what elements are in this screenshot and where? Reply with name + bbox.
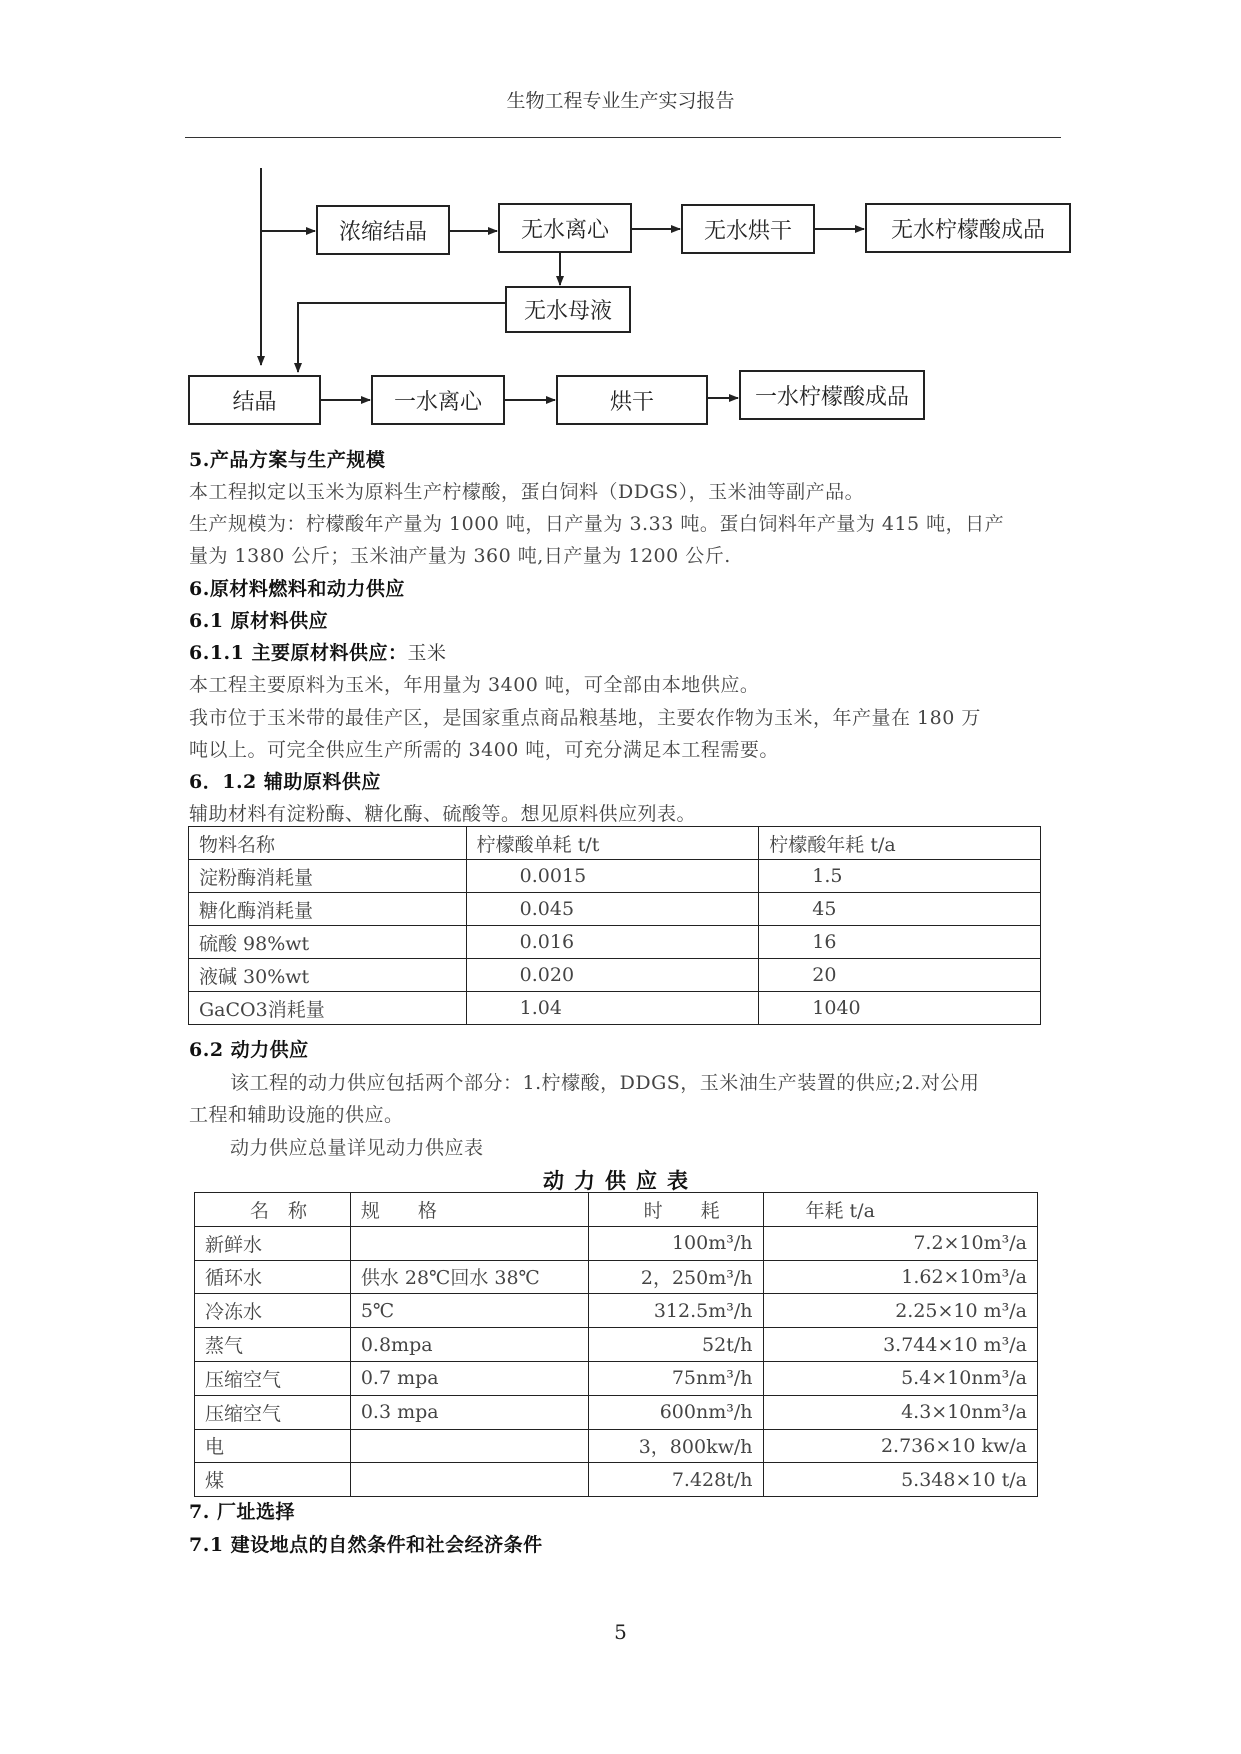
section-5-paragraph-1: 本工程拟定以玉米为原料生产柠檬酸，蛋白饲料（DDGS），玉米油等副产品。 — [189, 481, 865, 503]
table-cell: 2.736×10 kw/a — [763, 1429, 1038, 1463]
mother-liquor-return-line — [298, 303, 505, 372]
table-header-cell: 柠檬酸年耗 t/a — [759, 827, 1041, 860]
section-5-heading: 5.产品方案与生产规模 — [189, 449, 386, 471]
table-row — [189, 959, 1041, 992]
flow-box-concentrate: 浓缩结晶 — [316, 205, 450, 255]
table-cell: 蒸气 — [195, 1328, 351, 1362]
table-row — [189, 992, 1041, 1025]
table-cell: 0.8mpa — [350, 1328, 588, 1362]
section-6-2-paragraph-1b: 工程和辅助设施的供应。 — [189, 1104, 404, 1126]
table-cell: 100m³/h — [588, 1226, 763, 1260]
table-cell: 液碱 30%wt — [189, 959, 467, 992]
section-5-paragraph-2b: 量为 1380 公斤；玉米油产量为 360 吨,日产量为 1200 公斤. — [189, 545, 731, 567]
table-row — [195, 1328, 1038, 1362]
table-cell: 0.0015 — [466, 860, 759, 893]
table-row — [195, 1429, 1038, 1463]
table-cell: 1.62×10m³/a — [763, 1260, 1038, 1294]
table-cell: 45 — [759, 893, 1041, 926]
section-6-1-1-paragraph-2a: 我市位于玉米带的最佳产区，是国家重点商品粮基地，主要农作物为玉米，年产量在 180 万 — [189, 707, 981, 729]
table-cell: 冷冻水 — [195, 1294, 351, 1328]
flow-box-anhydrous-product: 无水柠檬酸成品 — [865, 203, 1071, 253]
flow-box-crystallize: 结晶 — [188, 375, 321, 425]
section-6-2-paragraph-1a: 该工程的动力供应包括两个部分：1.柠檬酸，DDGS，玉米油生产装置的供应;2.对公用 — [230, 1072, 980, 1094]
materials-table — [188, 826, 1041, 1025]
table-cell — [350, 1429, 588, 1463]
table-header-cell: 名 称 — [195, 1193, 351, 1227]
section-6-2-heading: 6.2 动力供应 — [189, 1039, 309, 1061]
table-cell: 1.5 — [759, 860, 1041, 893]
table-row — [189, 860, 1041, 893]
table-cell: 0.045 — [466, 893, 759, 926]
section-6-1-2-paragraph: 辅助材料有淀粉酶、糖化酶、硫酸等。想见原料供应列表。 — [189, 803, 697, 825]
table-row — [195, 1260, 1038, 1294]
table-cell: 1.04 — [466, 992, 759, 1025]
table-header-cell: 柠檬酸单耗 t/t — [466, 827, 759, 860]
flow-box-mono-product: 一水柠檬酸成品 — [739, 370, 925, 420]
table-cell: 0.7 mpa — [350, 1361, 588, 1395]
flow-box-anhydrous-mother-liquor: 无水母液 — [505, 286, 631, 333]
table-cell: 7.428t/h — [588, 1463, 763, 1497]
table-cell: 新鲜水 — [195, 1226, 351, 1260]
table-cell: 5.4×10nm³/a — [763, 1361, 1038, 1395]
table-header-cell: 物料名称 — [189, 827, 467, 860]
table-cell: 压缩空气 — [195, 1361, 351, 1395]
table-cell: 淀粉酶消耗量 — [189, 860, 467, 893]
section-6-1-heading: 6.1 原材料供应 — [189, 610, 329, 632]
table-cell: 循环水 — [195, 1260, 351, 1294]
table-cell: 2.25×10 m³/a — [763, 1294, 1038, 1328]
table-header-row — [189, 827, 1041, 860]
table-cell: 3，800kw/h — [588, 1429, 763, 1463]
table-row — [195, 1395, 1038, 1429]
section-6-1-2-heading: 6．1.2 辅助原料供应 — [189, 771, 381, 793]
section-6-1-1-label: 6.1.1 主要原材料供应： — [189, 642, 408, 664]
flow-box-anhydrous-centrifuge: 无水离心 — [498, 203, 632, 253]
table-cell: 16 — [759, 926, 1041, 959]
section-7-1-heading: 7.1 建设地点的自然条件和社会经济条件 — [189, 1534, 543, 1556]
table-cell: 煤 — [195, 1463, 351, 1497]
section-6-1-1-paragraph-1: 本工程主要原料为玉米，年用量为 3400 吨，可全部由本地供应。 — [189, 674, 760, 696]
table-cell: 供水 28℃回水 38℃ — [350, 1260, 588, 1294]
table-row — [189, 893, 1041, 926]
table-cell — [350, 1463, 588, 1497]
table-cell: 硫酸 98%wt — [189, 926, 467, 959]
table-row — [195, 1226, 1038, 1260]
table-cell: 20 — [759, 959, 1041, 992]
table-cell: 电 — [195, 1429, 351, 1463]
table-cell: 52t/h — [588, 1328, 763, 1362]
section-5-paragraph-2a: 生产规模为：柠檬酸年产量为 1000 吨，日产量为 3.33 吨。蛋白饲料年产量为 415 吨，日产 — [189, 513, 1005, 535]
table-row — [189, 926, 1041, 959]
section-6-1-1-paragraph-2b: 吨以上。可完全供应生产所需的 3400 吨，可充分满足本工程需要。 — [189, 739, 779, 761]
table-cell: 75nm³/h — [588, 1361, 763, 1395]
table-cell: 312.5m³/h — [588, 1294, 763, 1328]
power-table-caption: 动力供应表 — [543, 1168, 698, 1193]
table-cell: 600nm³/h — [588, 1395, 763, 1429]
flow-box-mono-centrifuge: 一水离心 — [371, 375, 505, 425]
section-6-2-paragraph-2: 动力供应总量详见动力供应表 — [230, 1137, 484, 1159]
table-cell: 2，250m³/h — [588, 1260, 763, 1294]
table-row — [195, 1294, 1038, 1328]
table-cell: 4.3×10nm³/a — [763, 1395, 1038, 1429]
table-cell: 5.348×10 t/a — [763, 1463, 1038, 1497]
table-cell: 0.3 mpa — [350, 1395, 588, 1429]
table-cell: GaCO3消耗量 — [189, 992, 467, 1025]
flow-box-anhydrous-dry: 无水烘干 — [681, 204, 815, 254]
page-header: 生物工程专业生产实习报告 — [506, 90, 735, 112]
table-cell: 糖化酶消耗量 — [189, 893, 467, 926]
table-header-cell: 时 耗 — [588, 1193, 763, 1227]
table-cell: 0.020 — [466, 959, 759, 992]
table-cell: 0.016 — [466, 926, 759, 959]
table-row — [195, 1463, 1038, 1497]
section-6-1-1-material: 玉米 — [407, 642, 447, 664]
table-row — [195, 1361, 1038, 1395]
table-cell: 压缩空气 — [195, 1395, 351, 1429]
table-header-cell: 规 格 — [350, 1193, 588, 1227]
table-header-row — [195, 1193, 1038, 1227]
table-cell: 5℃ — [350, 1294, 588, 1328]
table-cell — [350, 1226, 588, 1260]
table-cell: 3.744×10 m³/a — [763, 1328, 1038, 1362]
section-7-heading: 7. 厂址选择 — [189, 1501, 295, 1523]
table-cell: 7.2×10m³/a — [763, 1226, 1038, 1260]
table-cell: 1040 — [759, 992, 1041, 1025]
flow-box-dry: 烘干 — [556, 375, 708, 425]
power-supply-table — [194, 1192, 1038, 1497]
page-number: 5 — [614, 1620, 627, 1644]
section-6-heading: 6.原材料燃料和动力供应 — [189, 578, 405, 600]
table-header-cell: 年耗 t/a — [763, 1193, 1038, 1227]
section-6-1-1-heading — [189, 638, 447, 665]
